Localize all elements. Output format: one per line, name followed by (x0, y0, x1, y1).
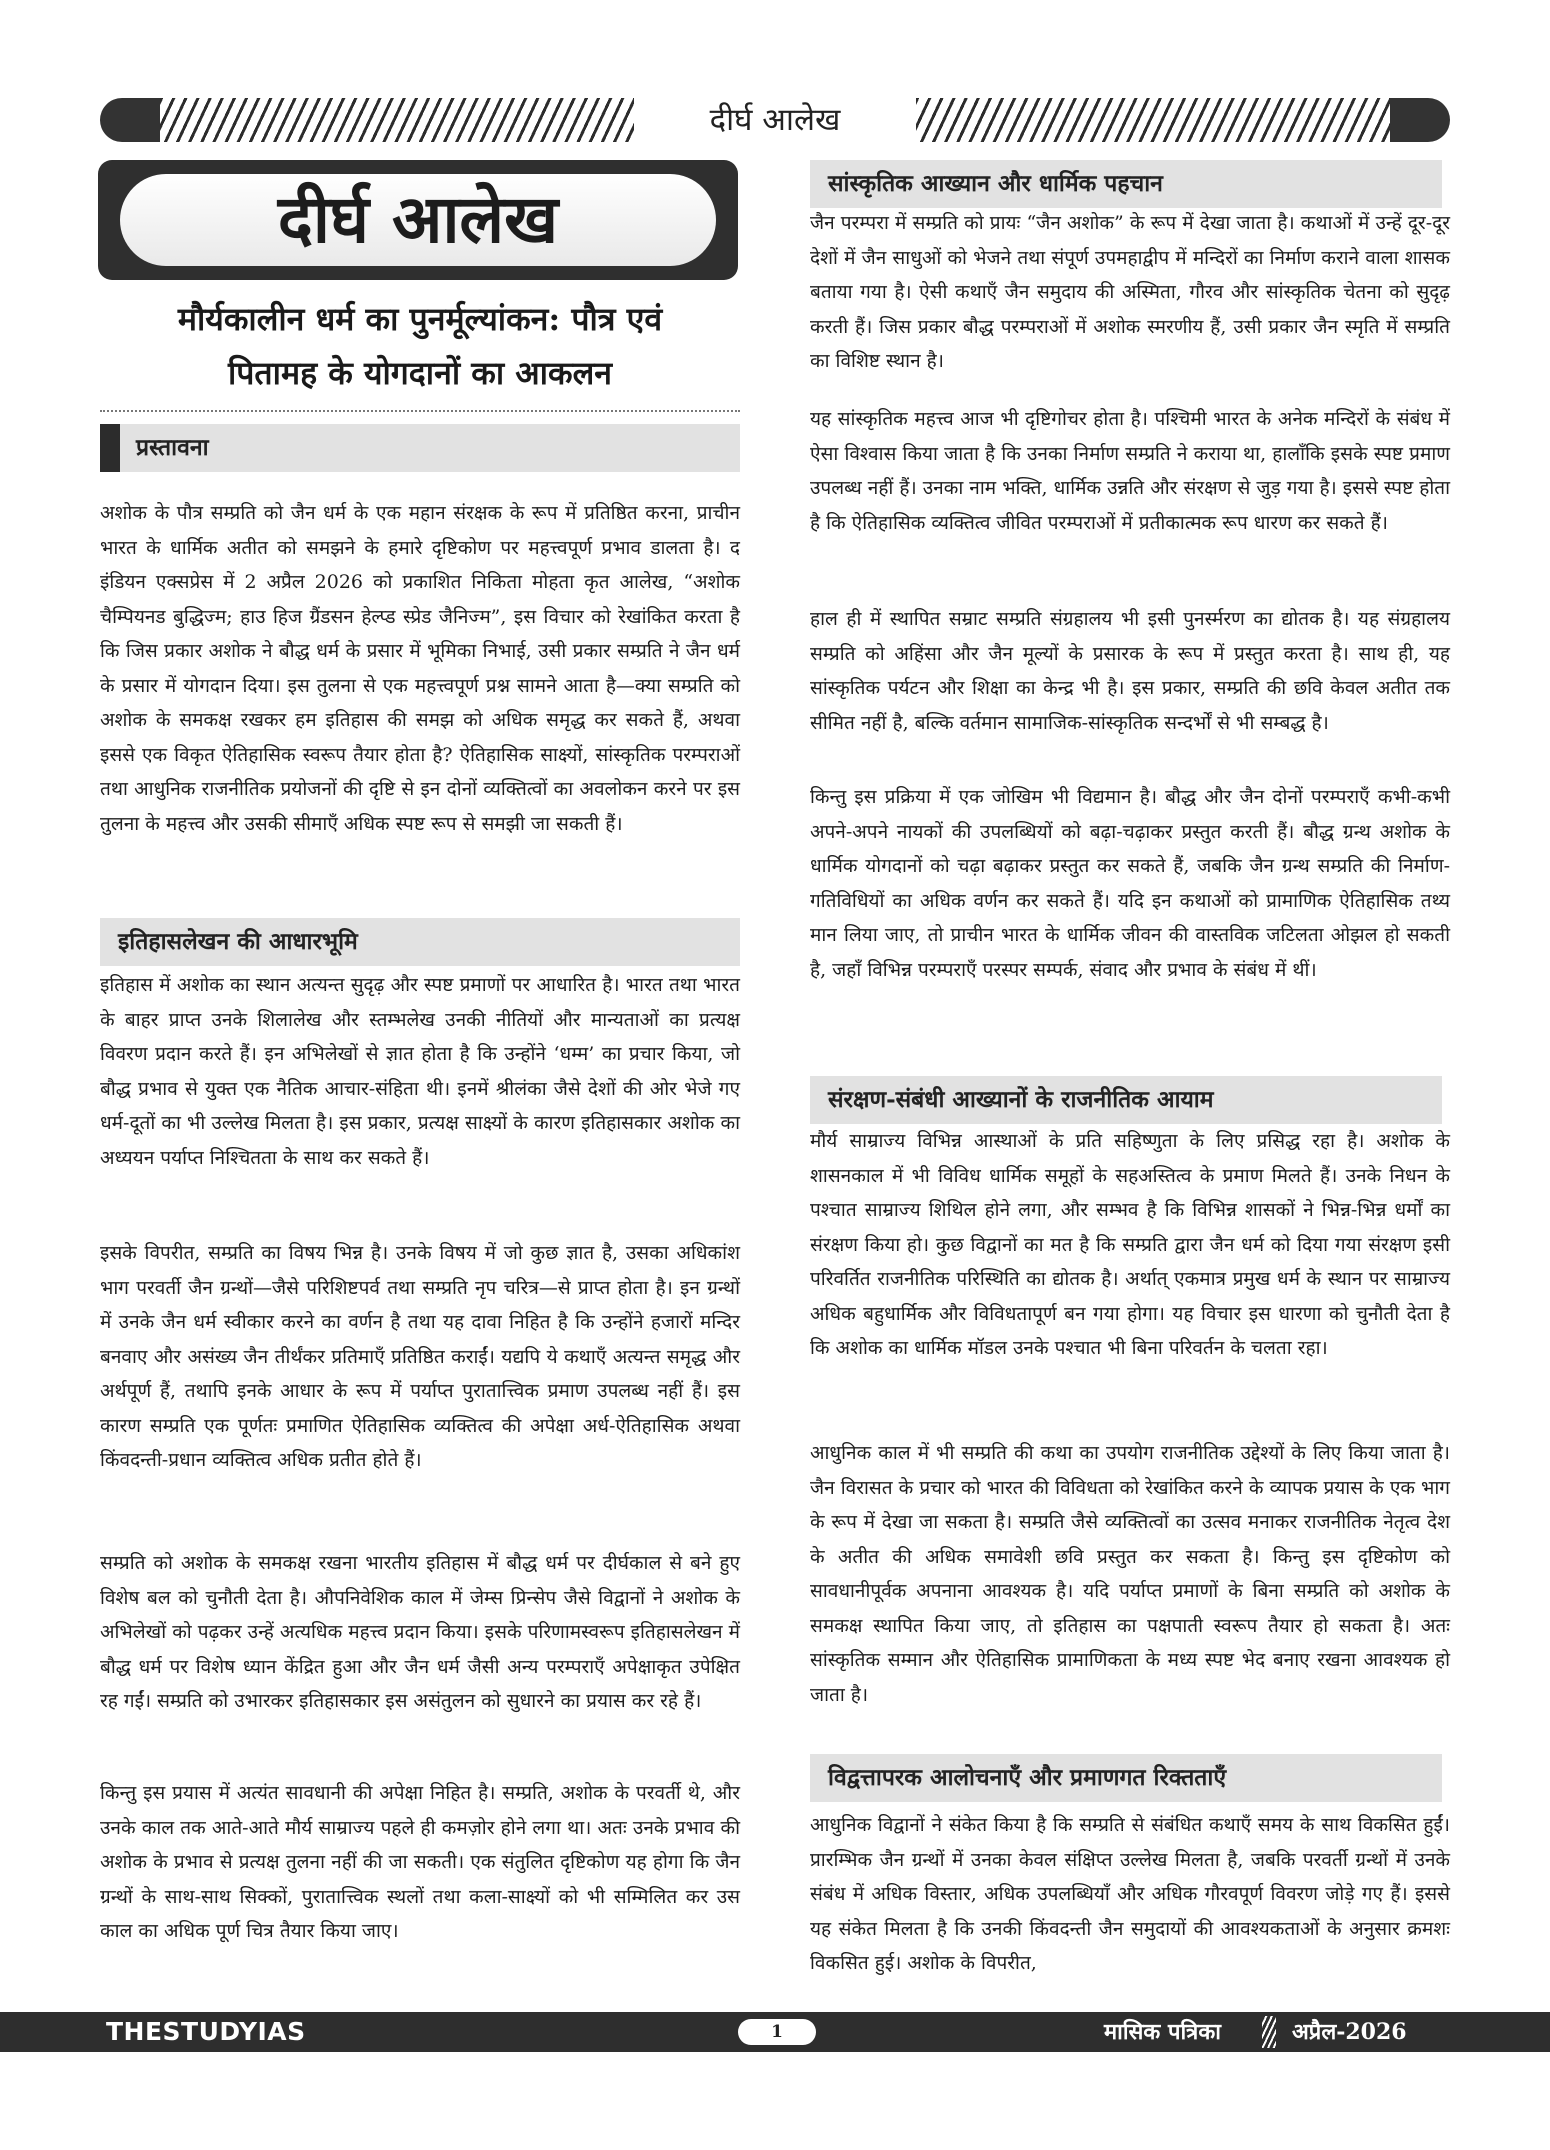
article-title-line-1: मौर्यकालीन धर्म का पुनर्मूल्यांकन: पौत्र एवं (177, 300, 663, 338)
banner-title: दीर्घ आलेख (120, 174, 716, 266)
section-heading-political-dimensions: संरक्षण-संबंधी आख्यानों के राजनीतिक आयाम (810, 1076, 1442, 1124)
footer-date: अप्रैल-2026 (1292, 2019, 1407, 2045)
paragraph: सम्प्रति को अशोक के समकक्ष रखना भारतीय इतिहास में बौद्ध धर्म पर दीर्घकाल से बने हुए विशेष बल को चुनौती देता है। औपनिवेशिक काल में जेम्स प्रिन्सेप जैसे विद्वानों ने अशोक के अभिलेखों को पढ़कर उन्हें अत्यधिक महत्त्व प्रदान किया। इसके परिणामस्वरूप इतिहासलेखन में बौद्ध धर्म पर विशेष ध्यान केंद्रित हुआ और जैन धर्म जैसी अन्य परम्पराएँ अपेक्षाकृत उपेक्षित रह गईं। सम्प्रति को उभारकर इतिहासकार इस असंतुलन को सुधारने का प्रयास कर रहे हैं। (100, 1552, 740, 1712)
title-banner (98, 160, 738, 280)
header-band-right-cap (1390, 98, 1450, 142)
page-footer (0, 2012, 1550, 2052)
paragraph: मौर्य साम्राज्य विभिन्न आस्थाओं के प्रति सहिष्णुता के लिए प्रसिद्ध रहा है। अशोक के शासनकाल में भी विविध धार्मिक समूहों के सहअस्तित्व के प्रमाण मिलते हैं। उनके निधन के पश्चात साम्राज्य शिथिल होने लगा, और सम्भव है कि विभिन्न शासकों ने भिन्न-भिन्न धर्मों का संरक्षण किया हो। कुछ विद्वानों का मत है कि सम्प्रति द्वारा जैन धर्म को दिया गया संरक्षण इसी परिवर्तित राजनीतिक परिस्थिति का द्योतक है। अर्थात् एकमात्र प्रमुख धर्म के स्थान पर साम्राज्य अधिक बहुधार्मिक और विविधतापूर्ण बन गया होगा। यह विचार इस धारणा को चुनौती देता है कि अशोक का धार्मिक मॉडल उनके पश्चात भी बिना परिवर्तन के चलता रहा। (810, 1130, 1450, 1359)
header-band-right-stripes (916, 98, 1390, 142)
paragraph: आधुनिक विद्वानों ने संकेत किया है कि सम्प्रति से संबंधित कथाएँ समय के साथ विकसित हुईं। प्रारम्भिक जैन ग्रन्थों में उनका केवल संक्षिप्त उल्लेख मिलता है, जबकि परवर्ती ग्रन्थों में उनके संबंध में अधिक विस्तार, अधिक उपलब्धियाँ और अधिक गौरवपूर्ण विवरण जोड़े गए हैं। इससे यह संकेत मिलता है कि उनकी किंवदन्ती जैन समुदायों की आवश्यकताओं के अनुसार क्रमशः विकसित हुई। अशोक के विपरीत, (810, 1814, 1450, 1974)
paragraph: यह सांस्कृतिक महत्त्व आज भी दृष्टिगोचर होता है। पश्चिमी भारत के अनेक मन्दिरों के संबंध में ऐसा विश्वास किया जाता है कि उनका निर्माण सम्प्रति ने कराया था, हालाँकि इसके स्पष्ट प्रमाण उपलब्ध नहीं हैं। उनका नाम भक्ति, धार्मिक उन्नति और संरक्षण से जुड़ गया है। इससे स्पष्ट होता है कि ऐतिहासिक व्यक्तित्व जीवित परम्पराओं में प्रतीकात्मक रूप धारण कर सकते हैं। (810, 408, 1450, 534)
section-heading-cultural-narrative: सांस्कृतिक आख्यान और धार्मिक पहचान (810, 160, 1442, 208)
article-title (100, 292, 740, 400)
paragraph: जैन परम्परा में सम्प्रति को प्रायः “जैन अशोक” के रूप में देखा जाता है। कथाओं में उन्हें दूर-दूर देशों में जैन साधुओं को भेजने तथा संपूर्ण उपमहाद्वीप में मन्दिरों का निर्माण कराने वाला शासक बताया गया है। ऐसी कथाएँ जैन समुदाय की अस्मिता, गौरव और सांस्कृतिक चेतना को सुदृढ़ करती हैं। जिस प्रकार बौद्ध परम्पराओं में अशोक स्मरणीय हैं, उसी प्रकार जैन स्मृति में सम्प्रति का विशिष्ट स्थान है। (810, 212, 1450, 372)
paragraph: इसके विपरीत, सम्प्रति का विषय भिन्न है। उनके विषय में जो कुछ ज्ञात है, उसका अधिकांश भाग परवर्ती जैन ग्रन्थों—जैसे परिशिष्टपर्व तथा सम्प्रति नृप चरित्र—से प्राप्त होता है। इन ग्रन्थों में उनके जैन धर्म स्वीकार करने का वर्णन है तथा यह दावा निहित है कि उन्होंने हजारों मन्दिर बनवाए और असंख्य जैन तीर्थंकर प्रतिमाएँ प्रतिष्ठित कराईं। यद्यपि ये कथाएँ अत्यन्त समृद्ध और अर्थपूर्ण हैं, तथापि इनके आधार के रूप में पर्याप्त पुरातात्त्विक प्रमाण उपलब्ध नहीं हैं। इस कारण सम्प्रति एक पूर्णतः प्रमाणित ऐतिहासिक व्यक्तित्व की अपेक्षा अर्ध-ऐतिहासिक अथवा किंवदन्ती-प्रधान व्यक्तित्व अधिक प्रतीत होते हैं। (100, 1242, 740, 1471)
paragraph: अशोक के पौत्र सम्प्रति को जैन धर्म के एक महान संरक्षक के रूप में प्रतिष्ठित करना, प्राचीन भारत के धार्मिक अतीत को समझने के हमारे दृष्टिकोण पर महत्त्वपूर्ण प्रभाव डालता है। द इंडियन एक्सप्रेस में 2 अप्रैल 2026 को प्रकाशित निकिता मोहता कृत आलेख, “अशोक चैम्पियनड बुद्धिज्म; हाउ हिज ग्रैंडसन हेल्प्ड स्प्रेड जैनिज्म”, इस विचार को रेखांकित करता है कि जिस प्रकार अशोक ने बौद्ध धर्म के प्रसार में भूमिका निभाई, उसी प्रकार सम्प्रति ने जैन धर्म के प्रसार में योगदान दिया। इस तुलना से एक महत्त्वपूर्ण प्रश्न सामने आता है—क्या सम्प्रति को अशोक के समकक्ष रखकर हम इतिहास की समझ को अधिक समृद्ध कर सकते हैं, अथवा इससे एक विकृत ऐतिहासिक स्वरूप तैयार होता है? ऐतिहासिक साक्ष्यों, सांस्कृतिक परम्पराओं तथा आधुनिक राजनीतिक प्रयोजनों की दृष्टि से इन दोनों व्यक्तित्वों का अवलोकन करने पर इस तुलना के महत्त्व और उसकी सीमाएँ अधिक स्पष्ट रूप से समझी जा सकती हैं। (100, 502, 740, 835)
header-band-left-stripes (160, 98, 634, 142)
paragraph: किन्तु इस प्रक्रिया में एक जोखिम भी विद्यमान है। बौद्ध और जैन दोनों परम्पराएँ कभी-कभी अपने-अपने नायकों की उपलब्धियों को बढ़ा-चढ़ाकर प्रस्तुत करती हैं। बौद्ध ग्रन्थ अशोक के धार्मिक योगदानों को चढ़ा बढ़ाकर प्रस्तुत कर सकते हैं, जबकि जैन ग्रन्थ सम्प्रति की निर्माण-गतिविधियों का अधिक वर्णन कर सकते हैं। यदि इन कथाओं को प्रामाणिक ऐतिहासिक तथ्य मान लिया जाए, तो प्राचीन भारत के धार्मिक जीवन की वास्तविक जटिलता ओझल हो सकती है, जहाँ विभिन्न परम्पराएँ परस्पर सम्पर्क, संवाद और प्रभाव के संबंध में थीं। (810, 786, 1450, 981)
header-band-left (100, 98, 634, 142)
section-heading-scholarly-critiques: विद्वत्तापरक आलोचनाएँ और प्रमाणगत रिक्तताएँ (810, 1754, 1442, 1802)
header-band-right (916, 98, 1450, 142)
paragraph: हाल ही में स्थापित सम्राट सम्प्रति संग्रहालय भी इसी पुनर्स्मरण का द्योतक है। यह संग्रहालय सम्प्रति को अहिंसा और जैन मूल्यों के प्रसारक के रूप में प्रस्तुत करता है। साथ ही, यह सांस्कृतिक पर्यटन और शिक्षा का केन्द्र भी है। इस प्रकार, सम्प्रति की छवि केवल अतीत तक सीमित नहीं है, बल्कि वर्तमान सामाजिक-सांस्कृतिक सन्दर्भों से भी सम्बद्ध है। (810, 608, 1450, 734)
footer-magazine-label: मासिक पत्रिका (1104, 2019, 1221, 2045)
section-heading-historiography: इतिहासलेखन की आधारभूमि (100, 918, 740, 966)
article-title-line-2: पितामह के योगदानों का आकलन (227, 354, 613, 392)
header-title: दीर्घ आलेख (709, 102, 841, 138)
section-heading-introduction: प्रस्तावना (100, 424, 740, 472)
footer-brand: THESTUDYIAS (106, 2017, 306, 2046)
footer-slash-divider (1262, 2016, 1276, 2048)
paragraph: किन्तु इस प्रयास में अत्यंत सावधानी की अपेक्षा निहित है। सम्प्रति, अशोक के परवर्ती थे, और उनके काल तक आते-आते मौर्य साम्राज्य पहले ही कमज़ोर होने लगा था। अतः उनके प्रभाव की अशोक के प्रभाव से प्रत्यक्ष तुलना नहीं की जा सकती। एक संतुलित दृष्टिकोण यह होगा कि जैन ग्रन्थों के साथ-साथ सिक्कों, पुरातात्त्विक स्थलों तथा कला-साक्ष्यों को भी सम्मिलित कर उस काल का अधिक पूर्ण चित्र तैयार किया जाए। (100, 1782, 740, 1942)
paragraph: इतिहास में अशोक का स्थान अत्यन्त सुदृढ़ और स्पष्ट प्रमाणों पर आधारित है। भारत तथा भारत के बाहर प्राप्त उनके शिलालेख और स्तम्भलेख उनकी नीतियों और मान्यताओं का प्रत्यक्ष विवरण प्रदान करते हैं। इन अभिलेखों से ज्ञात होता है कि उन्होंने ‘धम्म’ का प्रचार किया, जो बौद्ध प्रभाव से युक्त एक नैतिक आचार-संहिता थी। इनमें श्रीलंका जैसे देशों की ओर भेजे गए धर्म-दूतों का भी उल्लेख मिलता है। इस प्रकार, प्रत्यक्ष साक्ष्यों के कारण इतिहासकार अशोक का अध्ययन पर्याप्त निश्चितता के साथ कर सकते हैं। (100, 974, 740, 1169)
paragraph: आधुनिक काल में भी सम्प्रति की कथा का उपयोग राजनीतिक उद्देश्यों के लिए किया जाता है। जैन विरासत के प्रचार को भारत की विविधता को रेखांकित करने के व्यापक प्रयास के एक भाग के रूप में देखा जा सकता है। सम्प्रति जैसे व्यक्तित्वों का उत्सव मनाकर राजनीतिक नेतृत्व देश के अतीत की अधिक समावेशी छवि प्रस्तुत कर सकता है। किन्तु इस दृष्टिकोण को सावधानीपूर्वक अपनाना आवश्यक है। यदि पर्याप्त प्रमाणों के बिना सम्प्रति को अशोक के समकक्ष स्थापित किया जाए, तो इतिहास का पक्षपाती स्वरूप तैयार हो सकता है। अतः सांस्कृतिक सम्मान और ऐतिहासिक प्रामाणिकता के मध्य स्पष्ट भेद बनाए रखना आवश्यक हो जाता है। (810, 1442, 1450, 1706)
page-number: 1 (738, 2019, 816, 2045)
title-divider (100, 410, 740, 412)
header-band-left-cap (100, 98, 160, 142)
